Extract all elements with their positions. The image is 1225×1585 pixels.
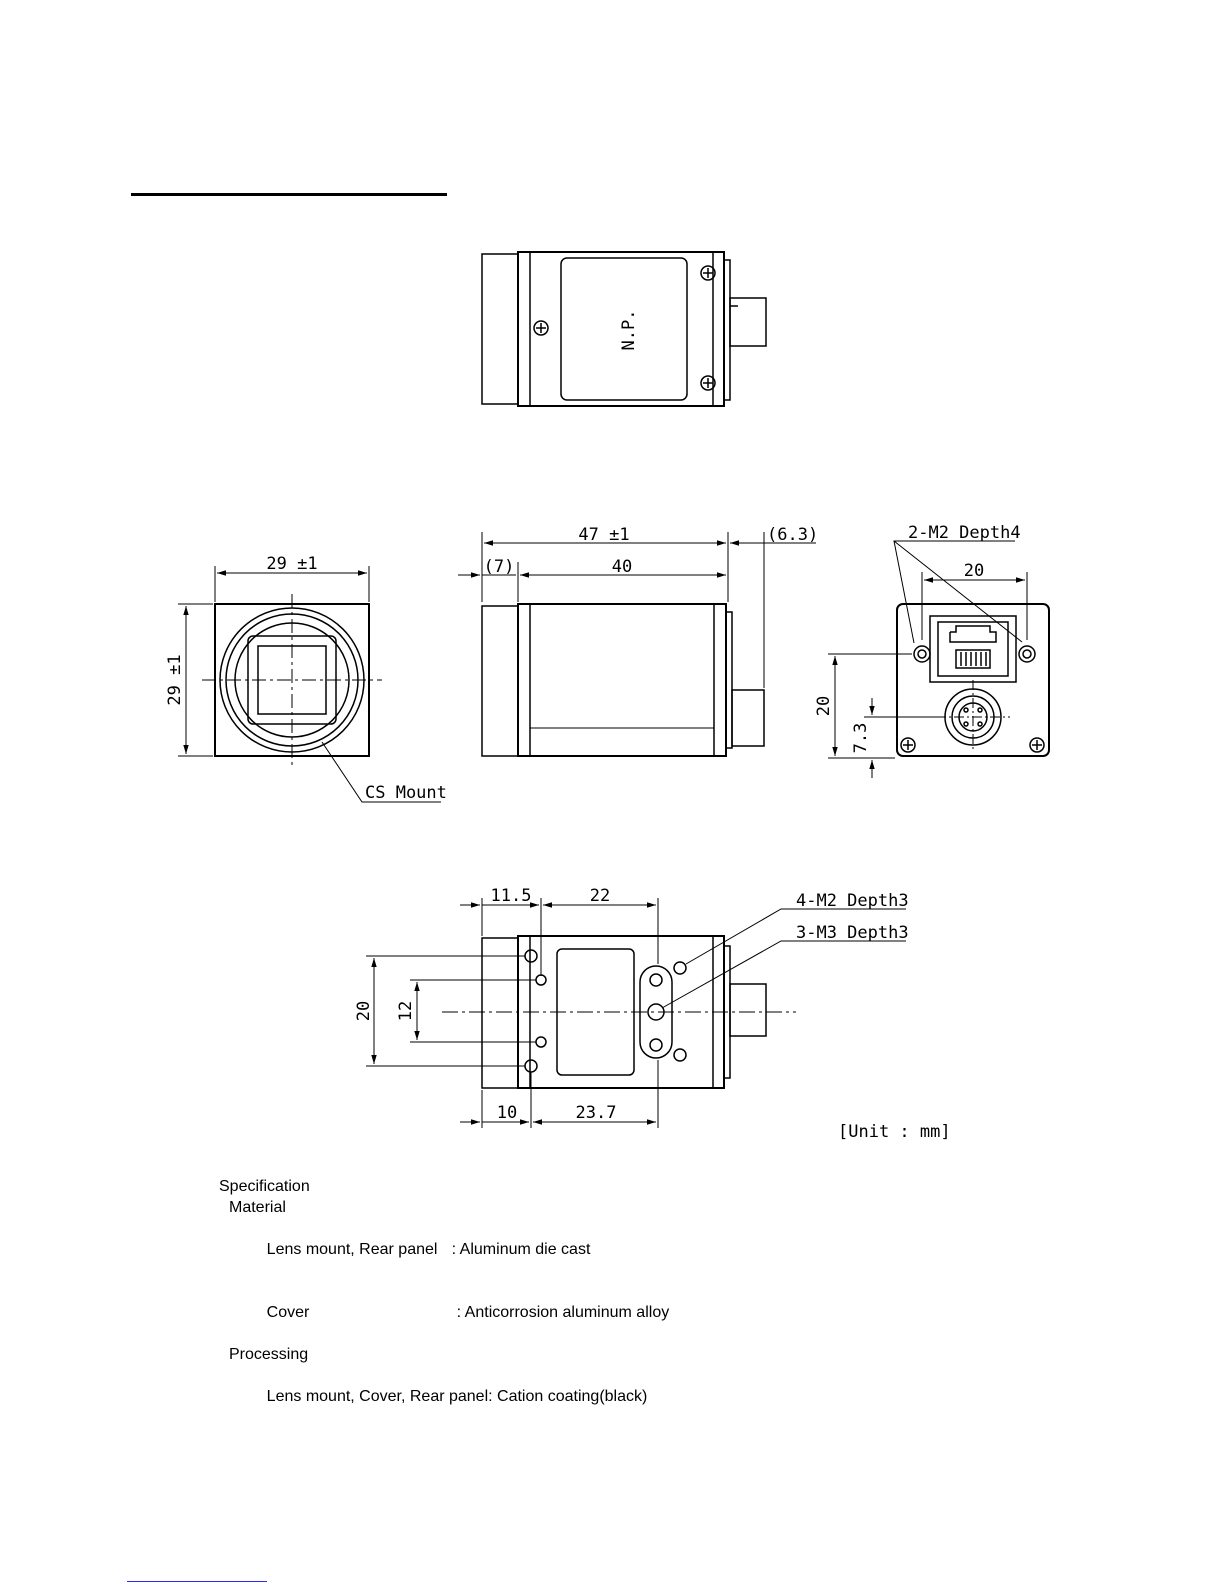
material-value: : Anticorrosion aluminum alloy bbox=[456, 1304, 670, 1321]
dim-20-bottom: 20 bbox=[354, 1000, 374, 1022]
screw-icon bbox=[701, 266, 715, 280]
screw-icon bbox=[534, 321, 548, 335]
overall-length-dim: 47 ±1 bbox=[578, 525, 630, 545]
screw-hole-icon bbox=[1019, 646, 1035, 662]
rear-hole-spacing-dim: 20 bbox=[963, 561, 985, 581]
material-row bbox=[219, 1218, 669, 1281]
processing-value: Cation coating(black) bbox=[497, 1388, 648, 1405]
ethernet-port-icon bbox=[930, 616, 1016, 682]
body-length-dim: 40 bbox=[611, 557, 633, 577]
screw-hole-icon bbox=[914, 646, 930, 662]
dim-12: 12 bbox=[396, 1000, 416, 1022]
connector-length-dim: (6.3) bbox=[767, 525, 819, 545]
m2-holes-label: 4-M2 Depth3 bbox=[796, 891, 909, 911]
rear-height-dim: 20 bbox=[814, 695, 834, 717]
front-height-dim: 29 ±1 bbox=[165, 654, 185, 706]
material-part: Cover bbox=[266, 1304, 310, 1321]
dim-10: 10 bbox=[496, 1103, 518, 1123]
m3-holes-label: 3-M3 Depth3 bbox=[796, 923, 909, 943]
rear-holes-label: 2-M2 Depth4 bbox=[908, 523, 1021, 543]
dim-23-7: 23.7 bbox=[575, 1103, 617, 1123]
material-row bbox=[219, 1281, 669, 1344]
connector-height-dim: 7.3 bbox=[851, 722, 871, 754]
dim-11-5: 11.5 bbox=[490, 886, 532, 906]
nameplate-label: N.P. bbox=[619, 309, 639, 351]
footer-link-underline bbox=[127, 1581, 267, 1582]
cs-mount-label: CS Mount bbox=[365, 783, 447, 803]
front-width-dim: 29 ±1 bbox=[266, 554, 318, 574]
unit-label: [Unit : mm] bbox=[838, 1122, 951, 1142]
processing-part: Lens mount, Cover, Rear panel: bbox=[266, 1388, 493, 1405]
dim-22: 22 bbox=[589, 886, 611, 906]
spec-title: Specification bbox=[219, 1178, 310, 1195]
mount-length-dim: (7) bbox=[483, 557, 515, 577]
specification-block bbox=[219, 1176, 669, 1428]
material-value: : Aluminum die cast bbox=[451, 1241, 591, 1258]
processing-row bbox=[219, 1365, 669, 1428]
front-view bbox=[178, 566, 441, 802]
screw-icon bbox=[901, 738, 915, 752]
screw-icon bbox=[701, 376, 715, 390]
processing-heading: Processing bbox=[229, 1346, 309, 1363]
screw-icon bbox=[1030, 738, 1044, 752]
material-heading: Material bbox=[229, 1199, 286, 1216]
material-part: Lens mount, Rear panel bbox=[266, 1241, 438, 1258]
